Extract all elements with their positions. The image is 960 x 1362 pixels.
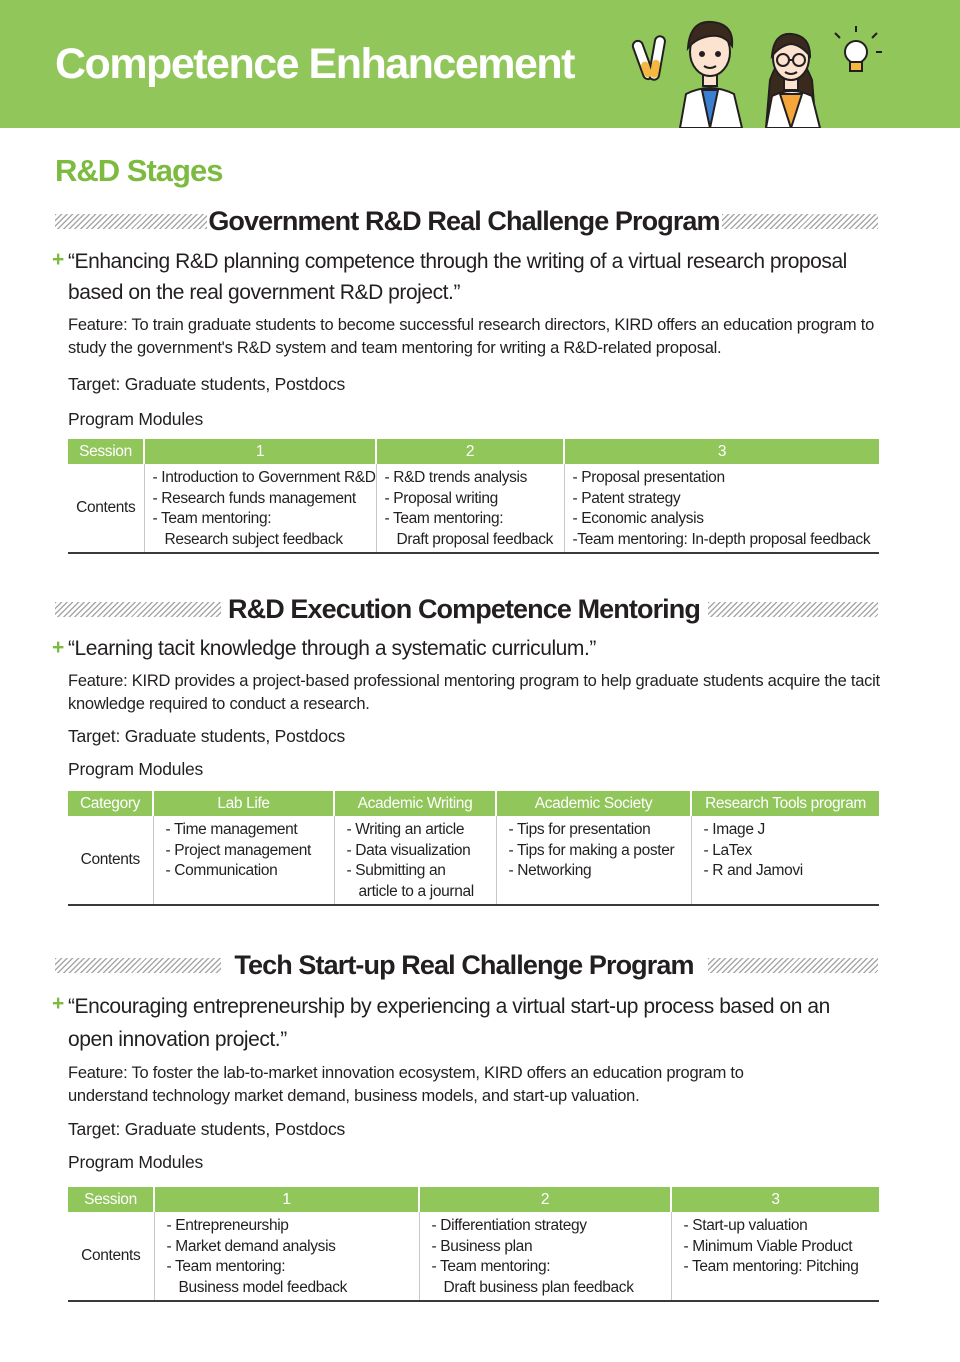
list-item: - Start-up valuation [683, 1217, 808, 1234]
table-row [68, 816, 879, 905]
header-cell: 1 [154, 1187, 419, 1212]
modules-label: Program Modules [68, 409, 204, 429]
table-header-row [68, 439, 879, 464]
modules-table [68, 1187, 879, 1302]
header-cell: 2 [376, 439, 564, 464]
header-cell: 3 [564, 439, 879, 464]
modules-table [68, 791, 879, 906]
header-cell: 1 [144, 439, 376, 464]
section-government-rd [0, 203, 960, 563]
table-header-row [68, 791, 879, 816]
list-item: - R&D trends analysis [384, 469, 528, 486]
content-cell [671, 1212, 879, 1301]
header-cell: 3 [671, 1187, 879, 1212]
list-item: - Business plan [431, 1237, 533, 1255]
list-item: - Team mentoring: Pitching [683, 1258, 859, 1275]
list-item: - Introduction to Government R&D [152, 469, 376, 486]
list-item: - Project management [165, 841, 311, 859]
plus-icon: + [52, 248, 65, 271]
header-cell: Research Tools program [691, 791, 879, 816]
page-header [0, 0, 960, 128]
light-bulb-icon [835, 26, 882, 71]
content-cell [154, 1212, 419, 1301]
plus-icon: + [52, 636, 65, 659]
list-item: - Team mentoring: [166, 1258, 286, 1275]
row-label: Contents [68, 464, 144, 553]
section-title: R&D Execution Competence Mentoring [228, 594, 700, 624]
header-cell: Session [68, 1187, 154, 1212]
section-title: Tech Start-up Real Challenge Program [234, 950, 694, 980]
content-cell [564, 464, 879, 553]
header-cell: Lab Life [153, 791, 334, 816]
section-feature: Feature: KIRD provides a project-based professional mentoring program to help graduate students acquire the tacit knowledge required to conduct a research. [68, 672, 880, 713]
list-item: - Entrepreneurship [166, 1217, 289, 1234]
section-execution-mentoring [0, 591, 960, 916]
list-item: - Proposal writing [384, 489, 498, 507]
list-item: Business model feedback [178, 1278, 348, 1296]
content-cell [376, 464, 564, 553]
header-cell: Academic Writing [334, 791, 496, 816]
list-item: - Image J [703, 821, 765, 838]
row-label: Contents [68, 1212, 154, 1301]
plus-icon: + [52, 992, 65, 1015]
list-item: - Patent strategy [572, 489, 681, 507]
content-cell [153, 816, 334, 905]
table-row [68, 464, 879, 553]
section-target: Target: Graduate students, Postdocs [68, 1119, 346, 1139]
section-heading [0, 947, 960, 983]
section-quote: “Encouraging entrepreneurship by experiencing a virtual start-up process based on an open innovation project.” [68, 995, 830, 1051]
modules-label: Program Modules [68, 759, 204, 779]
researchers-illustration [620, 10, 890, 128]
content-cell [691, 816, 879, 905]
list-item: - Tips for presentation [508, 821, 651, 838]
section-heading [0, 591, 960, 627]
page-title: Competence Enhancement [55, 40, 574, 88]
content-cell [144, 464, 376, 553]
list-item: - Networking [508, 862, 592, 879]
table-header-row [68, 1187, 879, 1212]
section-tech-startup [0, 947, 960, 1312]
list-item: Draft proposal feedback [396, 530, 554, 548]
section-title: Government R&D Real Challenge Program [208, 206, 720, 236]
list-item: - Team mentoring: [431, 1258, 551, 1275]
list-item: Draft business plan feedback [443, 1278, 634, 1296]
list-item: - Communication [165, 862, 278, 879]
modules-label: Program Modules [68, 1152, 204, 1172]
section-quote: “Enhancing R&D planning competence through the writing of a virtual research proposal based on the real government R&D project.” [68, 250, 847, 304]
header-cell: Category [68, 791, 153, 816]
header-cell: Academic Society [496, 791, 691, 816]
list-item: - Research funds management [152, 489, 356, 507]
list-item: - R and Jamovi [703, 862, 803, 879]
list-item: -Team mentoring: In-depth proposal feedback [572, 530, 871, 548]
list-item: - Market demand analysis [166, 1237, 336, 1255]
list-item: - LaTex [703, 841, 752, 859]
test-tubes-icon [631, 35, 665, 80]
table-row [68, 1212, 879, 1301]
section-heading [0, 203, 960, 239]
list-item: - Differentiation strategy [431, 1217, 587, 1234]
list-item: - Team mentoring: [152, 510, 272, 527]
header-cell: Session [68, 439, 144, 464]
section-feature: Feature: To train graduate students to become successful research directors, KIRD offers an education program to study the government's R&D system and team mentoring for writing a R&D-related proposal. [68, 316, 874, 357]
list-item: article to a journal [358, 882, 474, 900]
section-target: Target: Graduate students, Postdocs [68, 726, 346, 746]
section-quote: “Learning tacit knowledge through a systematic curriculum.” [68, 637, 596, 660]
content-cell [334, 816, 496, 905]
row-label: Contents [68, 816, 153, 905]
list-item: - Proposal presentation [572, 469, 725, 486]
stage-title: R&D Stages [55, 153, 223, 188]
list-item: Research subject feedback [164, 530, 343, 548]
list-item: - Time management [165, 821, 298, 838]
list-item: - Economic analysis [572, 510, 704, 527]
list-item: - Writing an article [346, 821, 465, 838]
list-item: - Submitting an [346, 862, 446, 879]
list-item: - Tips for making a poster [508, 841, 675, 859]
female-researcher-icon [766, 34, 820, 128]
list-item: - Data visualization [346, 841, 471, 859]
section-target: Target: Graduate students, Postdocs [68, 374, 346, 394]
section-feature: Feature: To foster the lab-to-market innovation ecosystem, KIRD offers an education program to understand technology market demand, business models, and start-up valuation. [68, 1064, 744, 1105]
list-item: - Team mentoring: [384, 510, 504, 527]
content-cell [496, 816, 691, 905]
male-researcher-icon [680, 22, 742, 128]
content-cell [419, 1212, 671, 1301]
list-item: - Minimum Viable Product [683, 1237, 853, 1255]
header-cell: 2 [419, 1187, 671, 1212]
modules-table [68, 439, 879, 554]
